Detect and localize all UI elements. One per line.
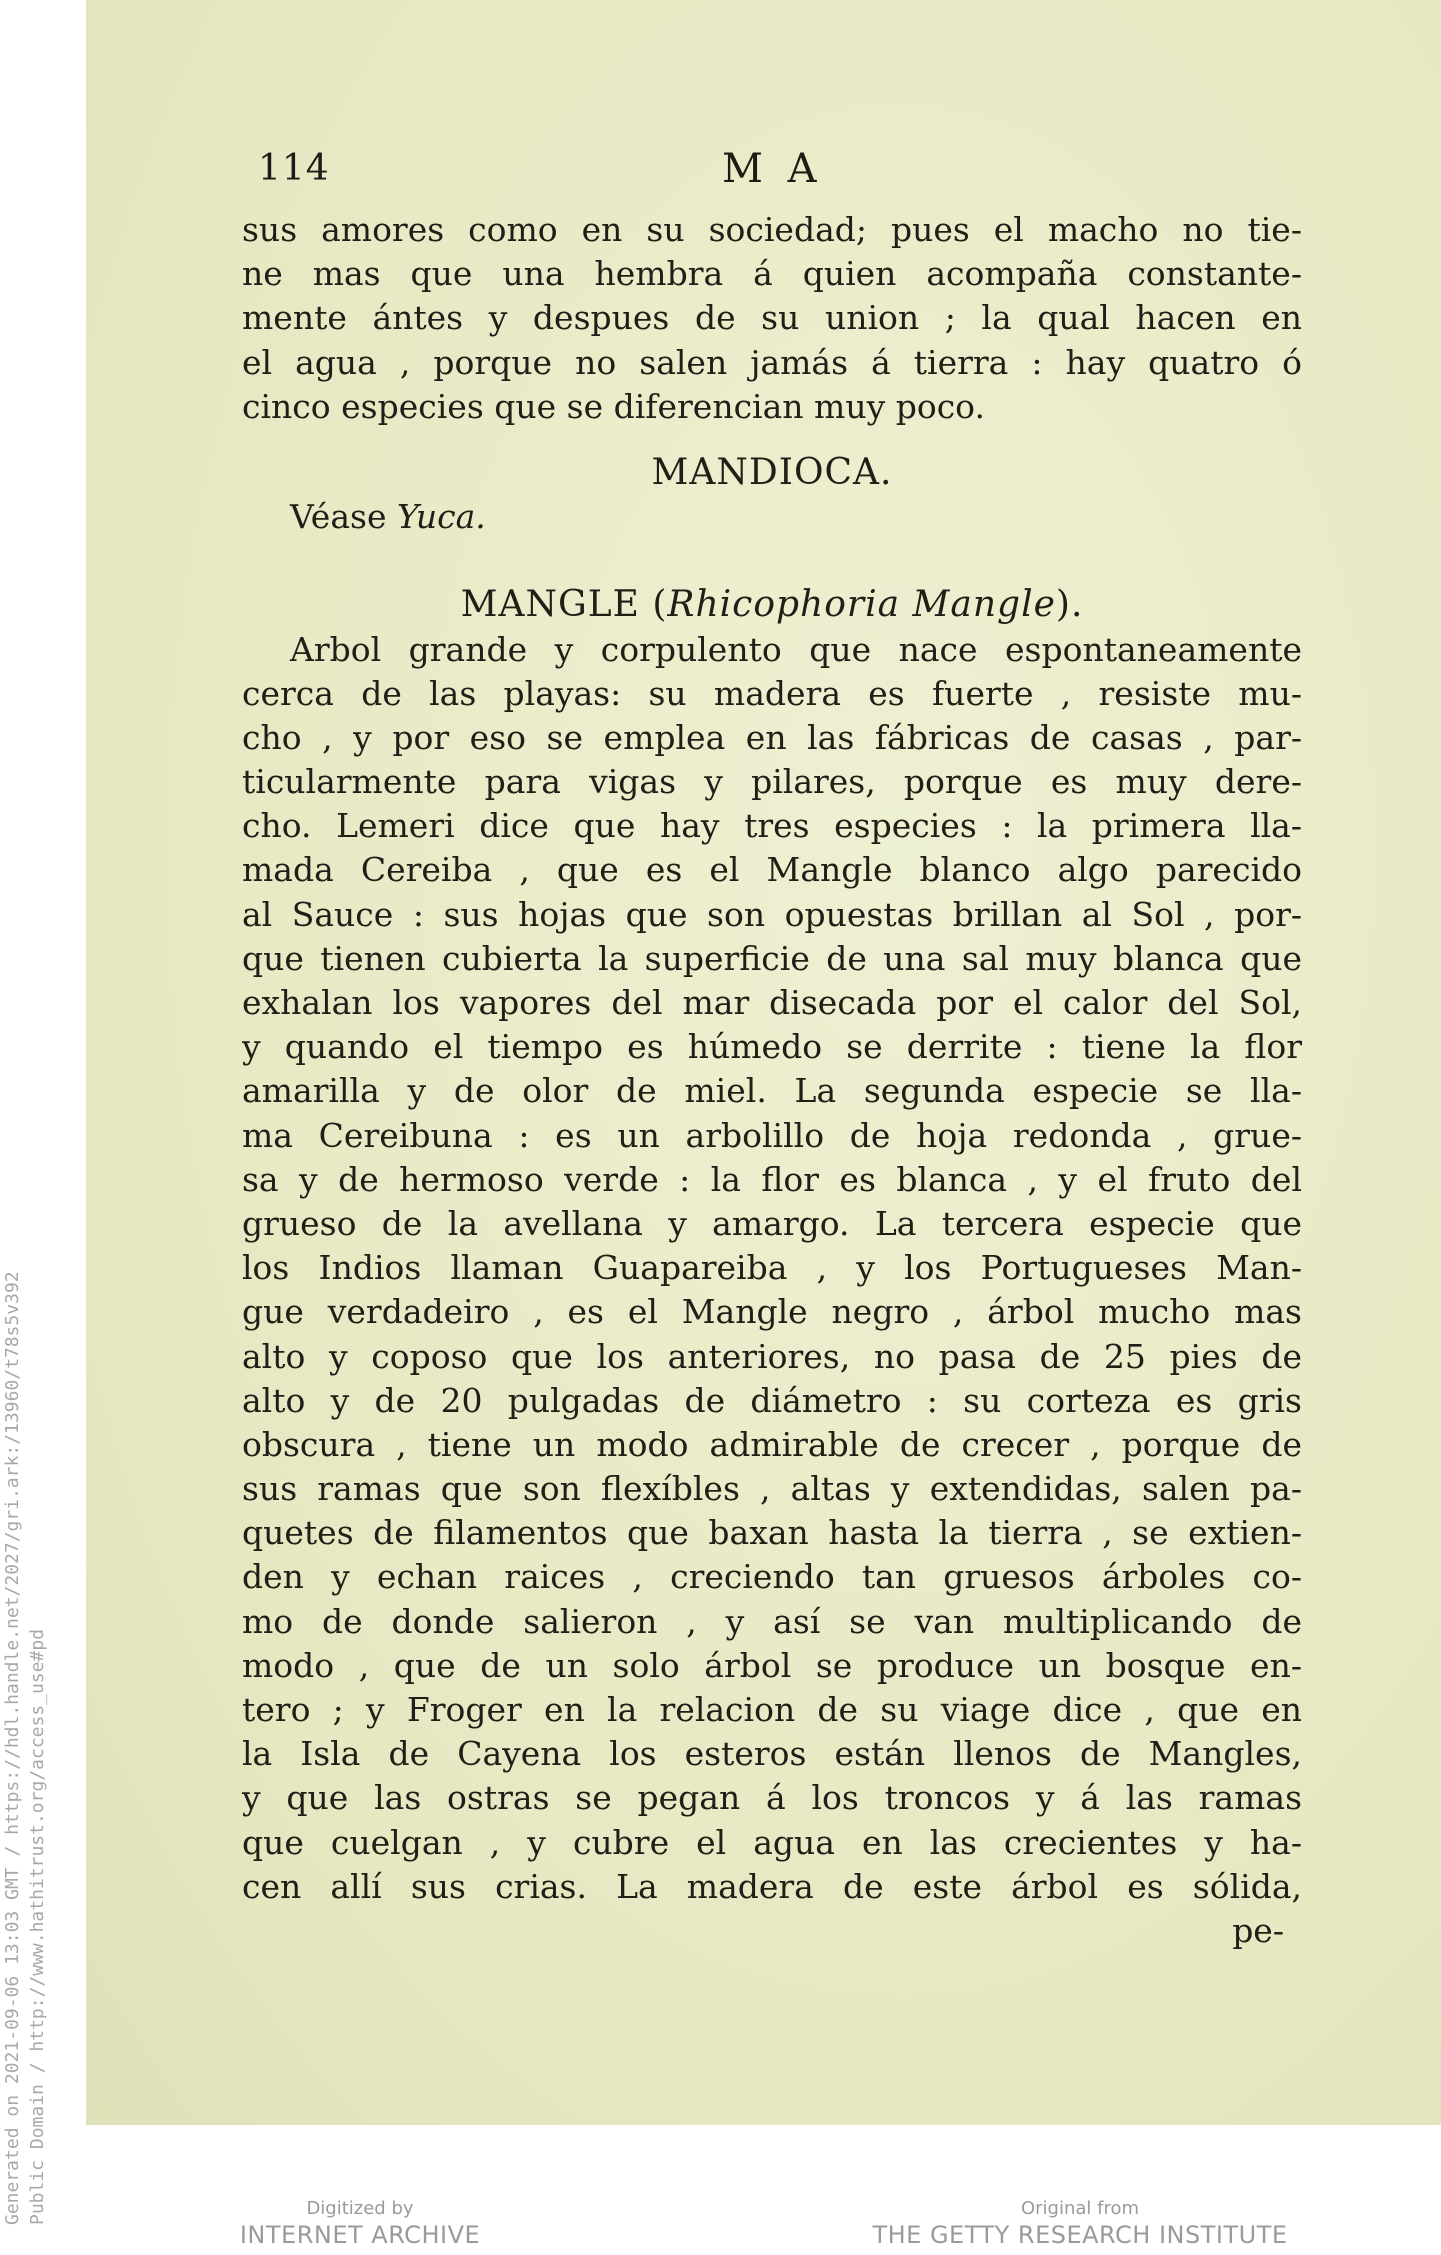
text-line: al Sauce : sus hojas que son opuestas brillan al Sol , por- bbox=[242, 894, 1302, 934]
text-line: mo de donde salieron , y así se van multiplicando de bbox=[242, 1601, 1302, 1641]
text-line: y quando el tiempo es húmedo se derrite : tiene la flor bbox=[242, 1027, 1302, 1067]
text-line: cerca de las playas: su madera es fuerte , resiste mu- bbox=[242, 673, 1302, 713]
see-reference: Yuca. bbox=[396, 497, 486, 537]
internet-archive-label: INTERNET ARCHIVE bbox=[239, 2221, 481, 2249]
mandioca-see-also bbox=[242, 495, 1302, 539]
entry-intro-paragraph bbox=[242, 208, 1302, 429]
watermark-line-generated: Generated on 2021-09-06 13:03 GMT / https://hdl.handle.net/2027/gri.ark:/13960/t78s5v392 bbox=[2, 1271, 23, 2225]
original-from-label: Original from bbox=[1020, 2198, 1140, 2219]
catchword: pe- bbox=[1232, 1910, 1284, 1950]
text-line: que tienen cubierta la superficie de una sal muy blanca que bbox=[242, 938, 1302, 978]
text-line: que cuelgan , y cubre el agua en las crecientes y ha- bbox=[242, 1822, 1302, 1862]
text-line: cho , y por eso se emplea en las fábricas de casas , par- bbox=[242, 717, 1302, 757]
mangle-heading-latin: Rhicophoria Mangle bbox=[667, 584, 1056, 626]
mandioca-heading: MANDIOCA. bbox=[651, 451, 893, 493]
mangle-heading-close: ). bbox=[1055, 584, 1084, 626]
mangle-heading-main: MANGLE ( bbox=[460, 584, 668, 626]
page-header bbox=[258, 148, 1300, 190]
text-line: gue verdadeiro , es el Mangle negro , árbol mucho mas bbox=[242, 1292, 1302, 1332]
see-label: Véase bbox=[290, 497, 397, 537]
text-line: grueso de la avellana y amargo. La tercera especie que bbox=[242, 1203, 1302, 1243]
text-line: sa y de hermoso verde : la flor es blanca , y el fruto del bbox=[242, 1159, 1302, 1199]
text-line: mente ántes y despues de su union ; la qual hacen en bbox=[242, 298, 1302, 338]
text-line: sus amores como en su sociedad; pues el macho no tie- bbox=[242, 210, 1302, 249]
original-from-credit bbox=[870, 2198, 1290, 2250]
getty-institute-label: THE GETTY RESEARCH INSTITUTE bbox=[872, 2221, 1288, 2249]
text-line: tero ; y Froger en la relacion de su viage dice , que en bbox=[242, 1690, 1302, 1729]
text-line: ticularmente para vigas y pilares, porque es muy dere- bbox=[242, 762, 1302, 802]
text-line: modo , que de un solo árbol se produce un bosque en- bbox=[242, 1645, 1302, 1685]
text-line: amarilla y de olor de miel. La segunda especie se lla- bbox=[242, 1071, 1302, 1111]
text-line: obscura , tiene un modo admirable de crecer , porque de bbox=[242, 1424, 1302, 1464]
text-line: cho. Lemeri dice que hay tres especies : la primera lla- bbox=[242, 806, 1302, 846]
text-line: cen allí sus crias. La madera de este árbol es sólida, bbox=[242, 1866, 1302, 1906]
watermark-line-public-domain: Public Domain / http://www.hathitrust.org/access_use#pd bbox=[27, 1628, 48, 2225]
text-line: ma Cereibuna : es un arbolillo de hoja redonda , grue- bbox=[242, 1115, 1302, 1155]
text-line: el agua , porque no salen jamás á tierra : hay quatro ó bbox=[242, 342, 1302, 382]
text-line: ne mas que una hembra á quien acompaña constante- bbox=[242, 254, 1302, 294]
text-line: den y echan raices , creciendo tan gruesos árboles co- bbox=[242, 1557, 1302, 1597]
digitized-by-label: Digitized by bbox=[306, 2198, 414, 2219]
hathitrust-watermark bbox=[0, 1085, 50, 2225]
text-line: y que las ostras se pegan á los troncos y á las ramas bbox=[242, 1778, 1302, 1818]
digitized-by-credit bbox=[230, 2198, 490, 2250]
mangle-heading bbox=[242, 583, 1302, 627]
page-number: 114 bbox=[258, 148, 330, 189]
text-line: exhalan los vapores del mar disecada por el calor del Sol, bbox=[242, 983, 1302, 1022]
text-line: sus ramas que son flexíbles , altas y extendidas, salen pa- bbox=[242, 1469, 1302, 1509]
page-body bbox=[242, 208, 1302, 1953]
text-line: alto y coposo que los anteriores, no pasa de 25 pies de bbox=[242, 1336, 1302, 1376]
text-line: Arbol grande y corpulento que nace espontaneamente bbox=[290, 629, 1302, 669]
running-head: M A bbox=[722, 146, 823, 192]
text-line: mada Cereiba , que es el Mangle blanco algo parecido bbox=[242, 850, 1302, 890]
text-line: alto y de 20 pulgadas de diámetro : su corteza es gris bbox=[242, 1380, 1302, 1420]
mangle-paragraph bbox=[242, 628, 1302, 1909]
text-line: los Indios llaman Guapareiba , y los Portugueses Man- bbox=[242, 1248, 1302, 1288]
text-line: la Isla de Cayena los esteros están llenos de Mangles, bbox=[242, 1734, 1302, 1774]
text-line: quetes de filamentos que baxan hasta la tierra , se extien- bbox=[242, 1513, 1302, 1553]
text-line: cinco especies que se diferencian muy poco. bbox=[242, 386, 985, 426]
